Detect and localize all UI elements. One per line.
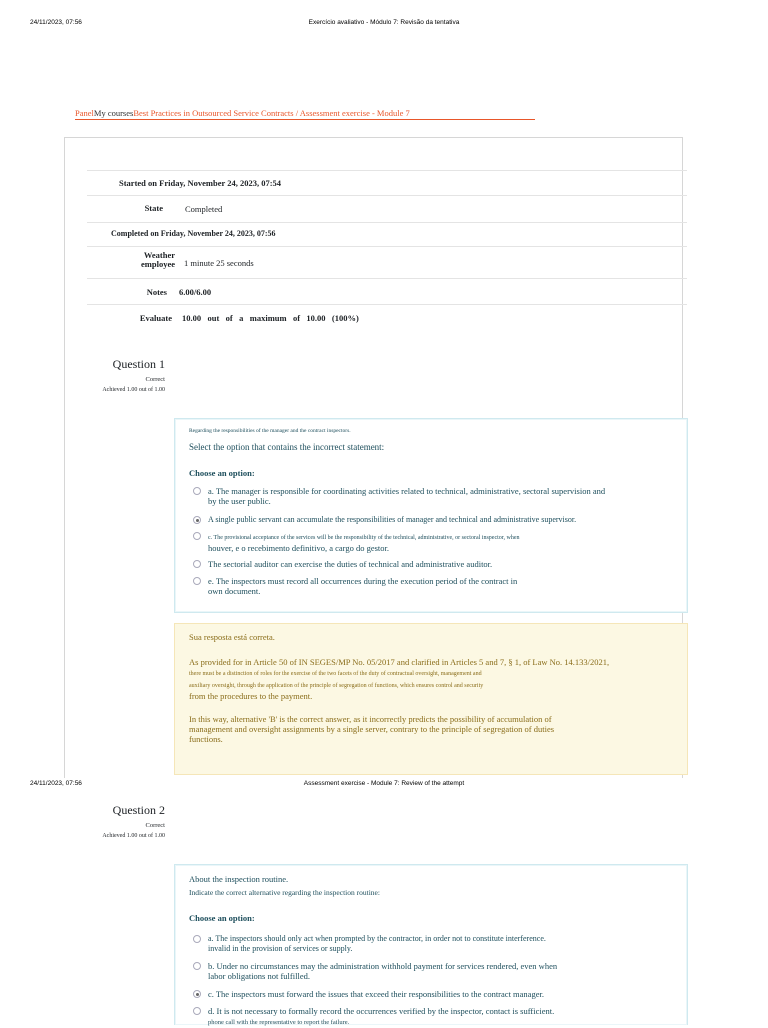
summary-row-evaluate bbox=[87, 304, 687, 331]
q1-option-a-radio[interactable] bbox=[193, 487, 201, 495]
question-1-intro: Regarding the responsibilities of the manager and the contract inspectors. bbox=[189, 428, 351, 434]
feedback-p1-line1: As provided for in Article 50 of IN SEGES/MP No. 05/2017 and clarified in Articles 5 and 7, § 1, of Law No. 14.133/2021, bbox=[189, 657, 610, 667]
summary-row-state bbox=[87, 195, 687, 222]
feedback-p2-line3: functions. bbox=[189, 734, 223, 744]
question-1-choose: Choose an option: bbox=[189, 468, 255, 478]
question-1-info bbox=[0, 357, 165, 393]
q1-option-a-line1: a. The manager is responsible for coordinating activities related to technical, administrative, sectoral supervision and bbox=[208, 486, 606, 496]
print-header-title: Exercício avaliativo - Módulo 7: Revisão da tentativa bbox=[308, 19, 460, 26]
summary-time-label bbox=[87, 251, 175, 269]
q1-option-c-radio[interactable] bbox=[193, 532, 201, 540]
summary-state-value: Completed bbox=[185, 204, 223, 214]
summary-time-label-1: Weather bbox=[143, 250, 175, 260]
q1-option-c-line2: houver, e o recebimento definitivo, a cargo do gestor. bbox=[208, 543, 390, 553]
q1-option-e-text bbox=[208, 576, 678, 596]
q2-option-d-radio[interactable] bbox=[193, 1007, 201, 1015]
q1-option-e-radio[interactable] bbox=[193, 577, 201, 585]
question-2-status: Correct bbox=[145, 822, 165, 829]
question-2-box bbox=[174, 864, 688, 1025]
breadcrumb-my-courses[interactable]: My courses bbox=[93, 108, 134, 118]
summary-notes-value: 6.00/6.00 bbox=[179, 287, 212, 297]
summary-evaluate-value: 10.00 out of a maximum of 10.00 (100%) bbox=[182, 313, 359, 323]
summary-time-label-2: employee bbox=[141, 259, 175, 269]
question-2-intro: About the inspection routine. bbox=[189, 874, 289, 884]
feedback-p1-line2: there must be a distinction of roles for the exercise of the two facets of the duty of contractual oversight, management and bbox=[189, 671, 482, 677]
print-header-date: 24/11/2023, 07:56 bbox=[30, 19, 82, 26]
print-header-page-2-date: 24/11/2023, 07:56 bbox=[30, 780, 82, 787]
q2-option-a-text bbox=[208, 934, 678, 954]
question-1-stem: Select the option that contains the incorrect statement: bbox=[189, 442, 385, 452]
q1-option-b-text: A single public servant can accumulate the responsibilities of manager and technical and administrative supervisor. bbox=[208, 515, 577, 524]
q1-option-c-line1: c. The provisional acceptance of the services will be the responsibility of the technical, administrative, or sectoral inspector, when bbox=[208, 535, 520, 541]
question-1-status: Correct bbox=[145, 376, 165, 383]
question-1-feedback bbox=[174, 623, 688, 775]
q1-option-c-text bbox=[208, 531, 678, 553]
q1-option-a-text bbox=[208, 486, 678, 506]
question-1-box bbox=[174, 418, 688, 613]
question-2-title: Question 2 bbox=[112, 803, 165, 817]
summary-state-label: State bbox=[144, 203, 163, 213]
feedback-paragraph-1 bbox=[189, 657, 659, 701]
breadcrumb bbox=[75, 108, 535, 120]
q2-option-d-line1: d. It is not necessary to formally record the occurrences verified by the inspector, contact is sufficient. bbox=[208, 1006, 555, 1016]
q1-option-a-line2: by the user public. bbox=[208, 496, 271, 506]
question-2-mark: Achieved 1.00 out of 1.00 bbox=[102, 833, 165, 839]
question-1-mark: Achieved 1.00 out of 1.00 bbox=[102, 387, 165, 393]
summary-completed: Completed on Friday, November 24, 2023, 07:56 bbox=[111, 229, 276, 238]
q2-option-a-line2: invalid in the provision of services or supply. bbox=[208, 944, 353, 953]
q2-option-b-text bbox=[208, 961, 678, 981]
breadcrumb-course-link[interactable]: Best Practices in Outsourced Service Contracts / Assessment exercise - Module 7 bbox=[133, 108, 410, 118]
question-2-choose: Choose an option: bbox=[189, 913, 255, 923]
summary-row-started bbox=[87, 170, 687, 193]
summary-time-value: 1 minute 25 seconds bbox=[184, 258, 254, 268]
feedback-p2-line1: In this way, alternative 'B' is the correct answer, as it incorrectly predicts the possibility of accumulation of bbox=[189, 714, 552, 724]
q2-option-b-line1: b. Under no circumstances may the administration withhold payment for services rendered, even when bbox=[208, 961, 558, 971]
q2-option-c-text: c. The inspectors must forward the issues that exceed their responsibilities to the contract manager. bbox=[208, 989, 544, 999]
question-1-title: Question 1 bbox=[112, 357, 165, 371]
q2-option-b-radio[interactable] bbox=[193, 962, 201, 970]
feedback-p2-line2: management and oversight assignments by a single server, contrary to the principle of segregation of duties bbox=[189, 724, 555, 734]
q1-option-b-radio[interactable] bbox=[193, 516, 201, 524]
summary-started: Started on Friday, November 24, 2023, 07:54 bbox=[119, 178, 282, 188]
breadcrumb-panel-link[interactable]: Panel bbox=[75, 108, 94, 118]
summary-notes-label: Notes bbox=[146, 287, 167, 297]
question-2-info bbox=[0, 803, 165, 839]
q2-option-a-radio[interactable] bbox=[193, 935, 201, 943]
feedback-p1-line4: from the procedures to the payment. bbox=[189, 691, 313, 701]
q2-option-b-line2: labor obligations not fulfilled. bbox=[208, 971, 310, 981]
feedback-paragraph-2 bbox=[189, 714, 659, 744]
feedback-correct: Sua resposta está correta. bbox=[189, 632, 275, 642]
q1-option-d-radio[interactable] bbox=[193, 560, 201, 568]
q2-option-c-radio[interactable] bbox=[193, 990, 201, 998]
q2-option-d-line2: phone call with the representative to report the failure. bbox=[208, 1019, 350, 1026]
summary-row-time bbox=[87, 246, 687, 277]
q1-option-d-text: The sectorial auditor can exercise the duties of technical and administrative auditor. bbox=[208, 559, 493, 569]
feedback-p1-line3: auxiliary oversight, through the application of the principle of segregation of functions, which ensures control and security bbox=[189, 683, 484, 689]
summary-row-completed bbox=[87, 222, 687, 245]
q1-option-e-line2: own document. bbox=[208, 586, 261, 596]
summary-row-notes bbox=[87, 278, 687, 303]
q1-option-e-line1: e. The inspectors must record all occurrences during the execution period of the contract in bbox=[208, 576, 518, 586]
summary-evaluate-label: Evaluate bbox=[139, 313, 172, 323]
q2-option-a-line1: a. The inspectors should only act when prompted by the contractor, in order not to constitute interference. bbox=[208, 934, 546, 943]
question-2-stem: Indicate the correct alternative regarding the inspection routine: bbox=[189, 888, 380, 897]
print-header-page-2-title: Assessment exercise - Module 7: Review of the attempt bbox=[303, 780, 465, 787]
q2-option-d-text bbox=[208, 1006, 678, 1028]
